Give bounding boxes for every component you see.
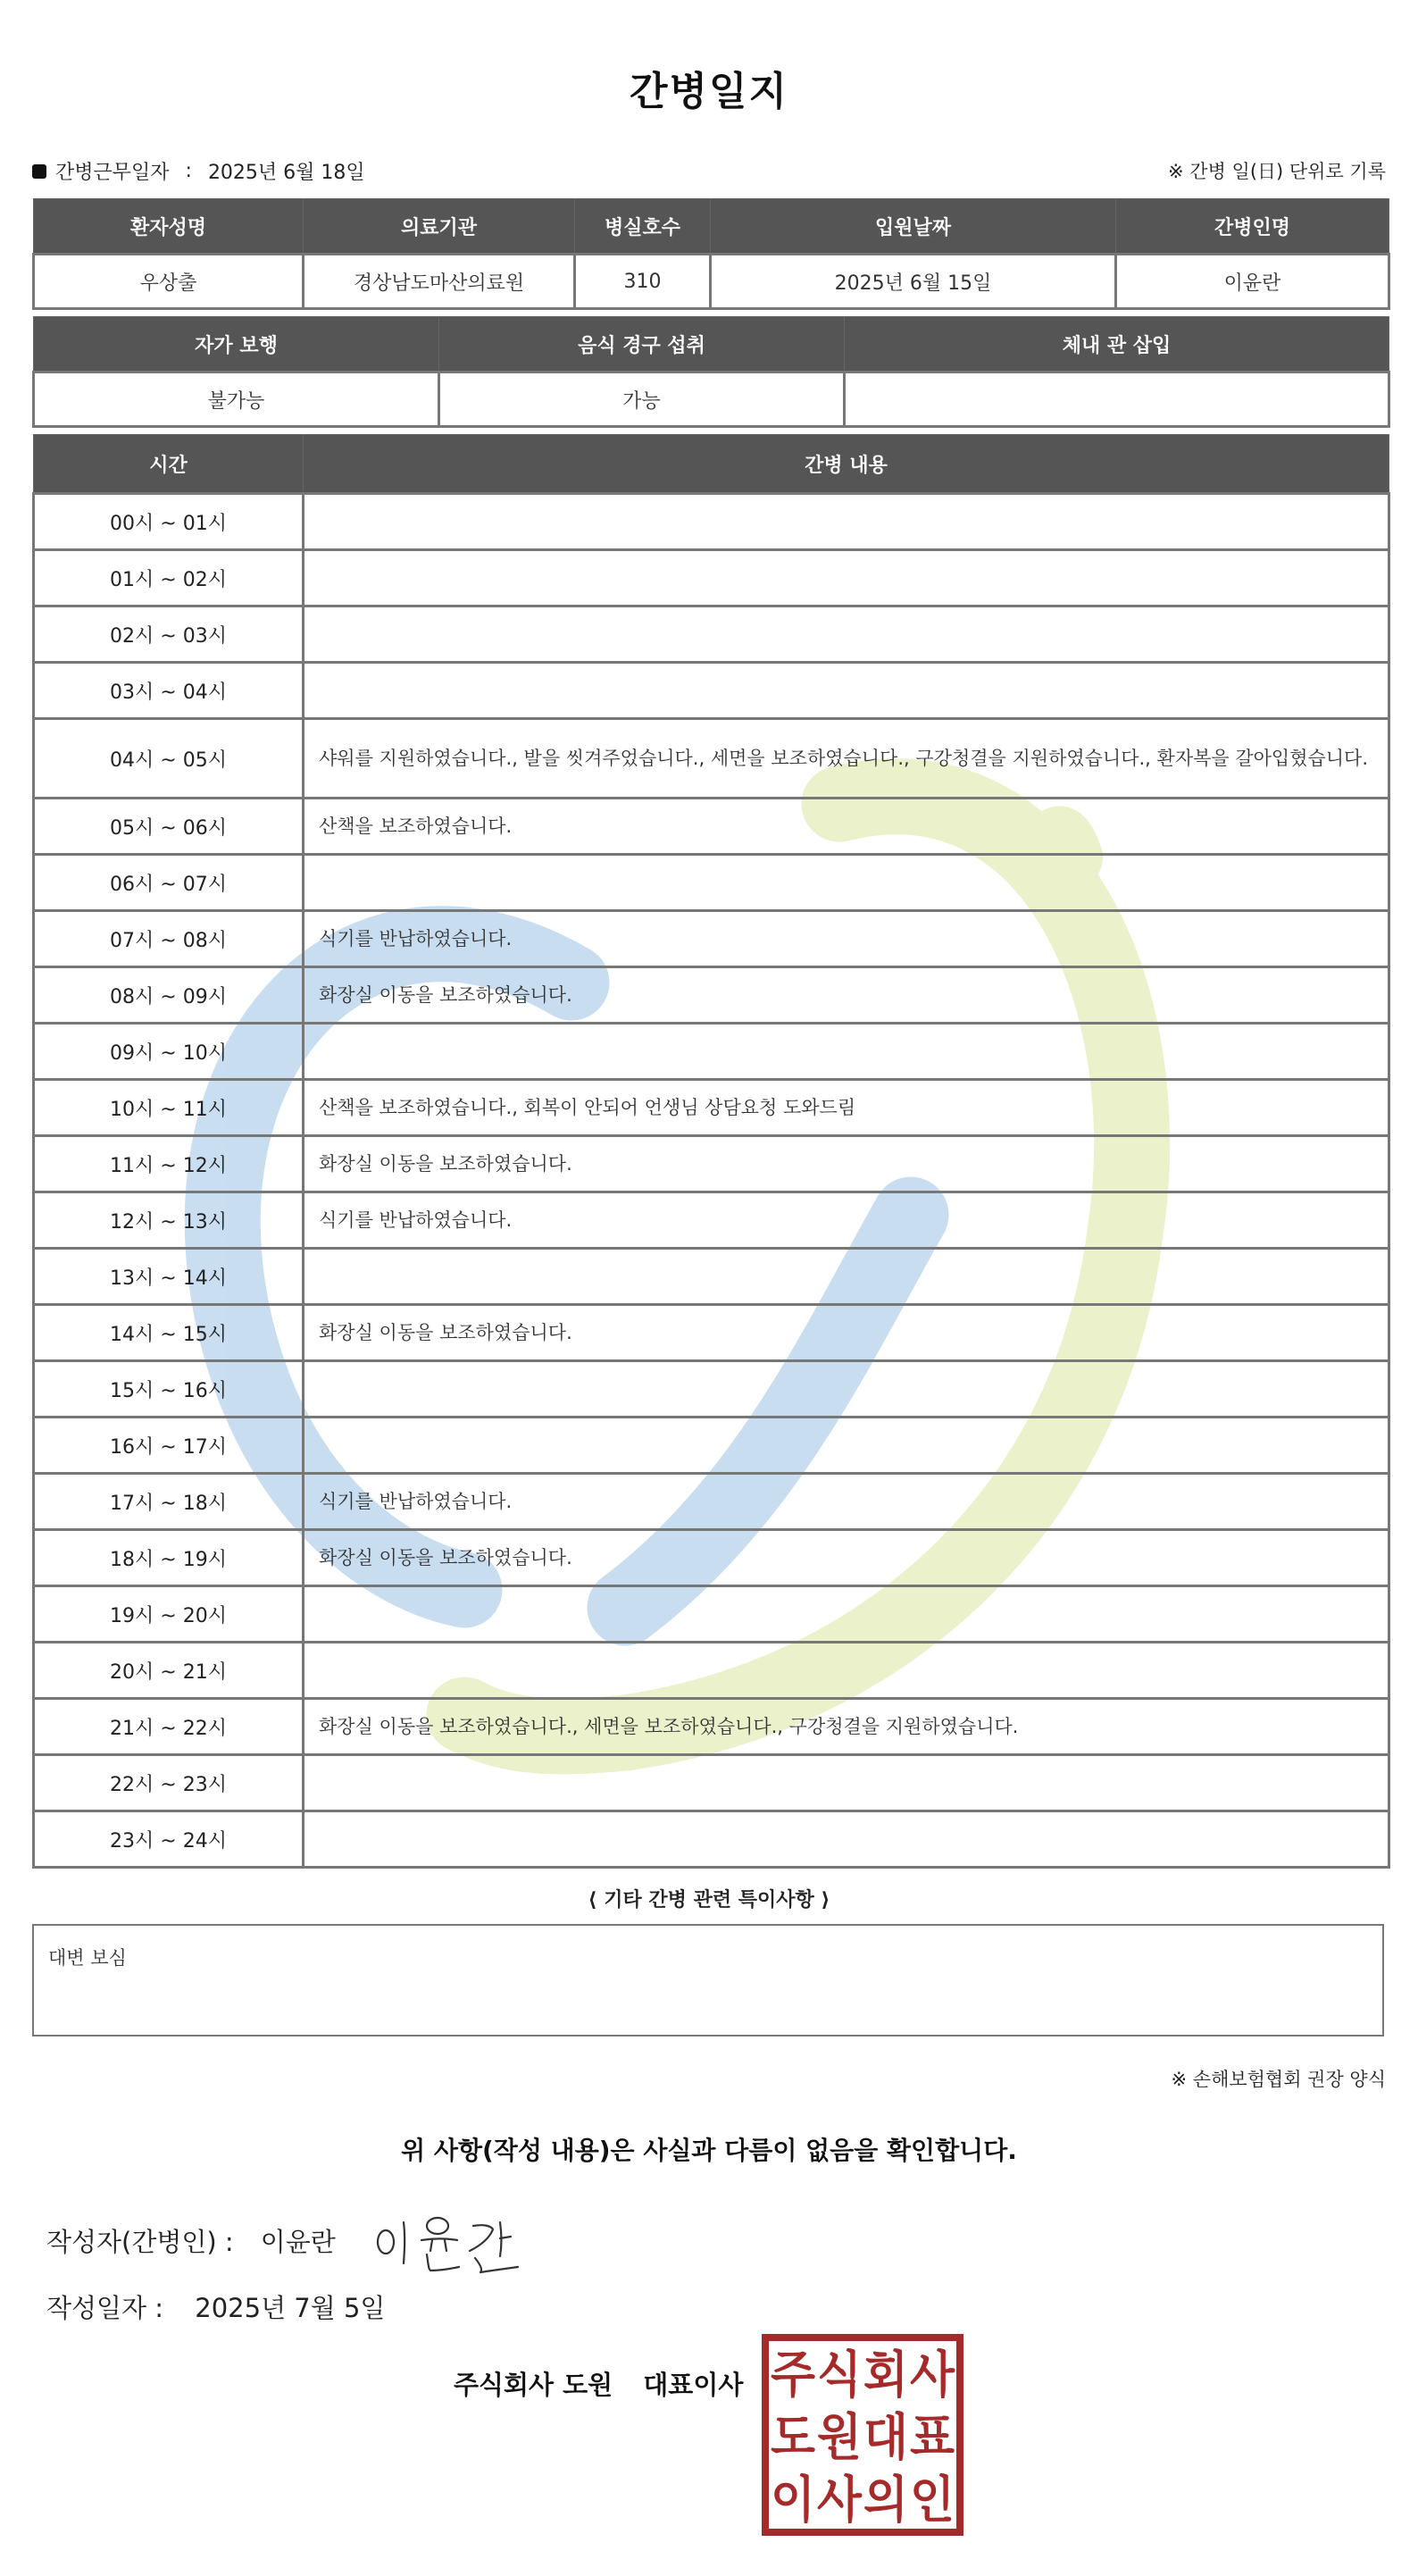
care-log-row (34, 1305, 1389, 1361)
special-notes-title: ⟨ 기타 간병 관련 특이사항 ⟩ (588, 1889, 830, 1911)
seal-glyph: 표 (910, 2409, 955, 2467)
care-log-row (34, 606, 1389, 663)
care-log-row (34, 1643, 1389, 1699)
header-care-content: 간병 내용 (304, 435, 1389, 494)
seal-glyph: 원 (817, 2409, 862, 2467)
care-log-time: 16시 ~ 17시 (34, 1418, 304, 1474)
work-date-row (32, 157, 365, 185)
care-log-content (304, 494, 1389, 550)
header-caregiver-name: 간병인명 (1116, 199, 1389, 255)
patient-info-header-row (34, 199, 1389, 255)
care-log-row (34, 663, 1389, 719)
work-date-label: 간병근무일자 (55, 162, 170, 184)
patient-info-value-row (34, 255, 1389, 309)
header-admission-date: 입원날짜 (711, 199, 1116, 255)
care-log-time: 21시 ~ 22시 (34, 1699, 304, 1755)
care-log-content: 화장실 이동을 보조하였습니다., 세면을 보조하였습니다., 구강청결을 지원하였습니다. (304, 1699, 1389, 1755)
seal-glyph: 회 (863, 2346, 908, 2405)
header-tube-insertion: 체내 관 삽입 (845, 317, 1389, 372)
care-log-table (32, 434, 1390, 1869)
special-notes-box (32, 1924, 1384, 2037)
care-log-row (34, 1024, 1389, 1080)
written-date-label: 작성일자 : (46, 2293, 164, 2323)
unit-note: ※ 간병 일(日) 단위로 기록 (1168, 161, 1386, 182)
status-value-row (34, 372, 1389, 427)
care-log-header-row (34, 435, 1389, 494)
company-seal-stamp (761, 2333, 964, 2537)
written-date-value: 2025년 7월 5일 (195, 2293, 386, 2323)
header-hospital: 의료기관 (304, 199, 575, 255)
patient-name-value: 우상출 (34, 255, 304, 309)
care-log-content (304, 855, 1389, 911)
care-log-content: 화장실 이동을 보조하였습니다. (304, 967, 1389, 1024)
care-log-row (34, 1586, 1389, 1643)
care-log-content: 화장실 이동을 보조하였습니다. (304, 1530, 1389, 1586)
care-log-time: 02시 ~ 03시 (34, 606, 304, 663)
care-log-time: 10시 ~ 11시 (34, 1080, 304, 1136)
care-log-row (34, 1361, 1389, 1418)
care-log-content: 식기를 반납하였습니다. (304, 1474, 1389, 1530)
care-log-time: 00시 ~ 01시 (34, 494, 304, 550)
care-log-time: 15시 ~ 16시 (34, 1361, 304, 1418)
header-room-number: 병실호수 (575, 199, 711, 255)
care-log-time: 22시 ~ 23시 (34, 1755, 304, 1811)
care-log-row (34, 550, 1389, 606)
care-log-row (34, 494, 1389, 550)
care-log-content (304, 663, 1389, 719)
admission-date-value: 2025년 6월 15일 (711, 255, 1116, 309)
room-number-value: 310 (575, 255, 711, 309)
caregiver-name-value: 이윤란 (1116, 255, 1389, 309)
care-log-time: 12시 ~ 13시 (34, 1192, 304, 1249)
company-name: 주식회사 도원 (454, 2370, 613, 2400)
care-log-time: 06시 ~ 07시 (34, 855, 304, 911)
care-log-row (34, 1755, 1389, 1811)
tube-insertion-value (845, 372, 1389, 427)
care-log-time: 03시 ~ 04시 (34, 663, 304, 719)
company-signature-line (454, 2365, 743, 2402)
seal-glyph: 도 (771, 2409, 815, 2467)
header-oral-intake: 음식 경구 섭취 (439, 317, 845, 372)
hospital-value: 경상남도마산의료원 (304, 255, 575, 309)
seal-glyph: 이 (771, 2471, 815, 2530)
care-log-row (34, 967, 1389, 1024)
care-log-time: 17시 ~ 18시 (34, 1474, 304, 1530)
patient-info-table (32, 198, 1390, 310)
care-log-content: 산책을 보조하였습니다. (304, 799, 1389, 855)
care-log-row (34, 1811, 1389, 1868)
seal-glyph: 인 (910, 2471, 955, 2530)
care-log-content (304, 1249, 1389, 1305)
care-log-row (34, 1080, 1389, 1136)
care-log-time: 23시 ~ 24시 (34, 1811, 304, 1868)
written-date-row (46, 2288, 385, 2325)
special-notes-content: 대변 보심 (48, 1947, 127, 1969)
care-log-content (304, 1418, 1389, 1474)
care-log-time: 14시 ~ 15시 (34, 1305, 304, 1361)
care-log-time: 05시 ~ 06시 (34, 799, 304, 855)
seal-glyph: 의 (863, 2471, 908, 2530)
patient-status-table (32, 316, 1390, 428)
care-log-time: 18시 ~ 19시 (34, 1530, 304, 1586)
care-log-body (34, 494, 1389, 1868)
care-log-content (304, 1024, 1389, 1080)
care-log-row (34, 1530, 1389, 1586)
care-log-content: 화장실 이동을 보조하였습니다. (304, 1136, 1389, 1192)
self-walking-value: 불가능 (34, 372, 439, 427)
seal-glyph: 대 (863, 2409, 908, 2467)
seal-glyph: 사 (910, 2346, 955, 2405)
document-title: 간병일지 (629, 69, 788, 114)
care-log-content: 화장실 이동을 보조하였습니다. (304, 1305, 1389, 1361)
care-log-time: 09시 ~ 10시 (34, 1024, 304, 1080)
care-log-row (34, 1136, 1389, 1192)
work-date-value: 2025년 6월 18일 (207, 162, 365, 184)
care-log-row (34, 1474, 1389, 1530)
header-time: 시간 (34, 435, 304, 494)
care-log-content (304, 1643, 1389, 1699)
writer-name: 이윤란 (260, 2227, 336, 2257)
care-log-time: 20시 ~ 21시 (34, 1643, 304, 1699)
care-log-time: 13시 ~ 14시 (34, 1249, 304, 1305)
status-header-row (34, 317, 1389, 372)
square-bullet-icon (32, 164, 46, 179)
care-log-row (34, 911, 1389, 967)
representative-title: 대표이사 (643, 2370, 744, 2400)
care-log-content: 샤워를 지원하였습니다., 발을 씻겨주었습니다., 세면을 보조하였습니다., 구강청결을 지원하였습니다., 환자복을 갈아입혔습니다. (304, 719, 1389, 799)
care-log-time: 08시 ~ 09시 (34, 967, 304, 1024)
oral-intake-value: 가능 (439, 372, 845, 427)
care-log-content: 식기를 반납하였습니다. (304, 1192, 1389, 1249)
header-self-walking: 자가 보행 (34, 317, 439, 372)
care-log-content (304, 1586, 1389, 1643)
header-patient-name: 환자성명 (34, 199, 304, 255)
confirmation-statement: 위 사항(작성 내용)은 사실과 다름이 없음을 확인합니다. (401, 2136, 1017, 2165)
care-log-content (304, 1361, 1389, 1418)
care-log-time: 07시 ~ 08시 (34, 911, 304, 967)
care-log-time: 19시 ~ 20시 (34, 1586, 304, 1643)
care-log-row (34, 855, 1389, 911)
writer-label: 작성자(간병인) : (46, 2227, 234, 2257)
care-log-time: 11시 ~ 12시 (34, 1136, 304, 1192)
care-log-content (304, 1755, 1389, 1811)
care-log-content: 식기를 반납하였습니다. (304, 911, 1389, 967)
care-log-content (304, 1811, 1389, 1868)
care-log-row (34, 719, 1389, 799)
care-log-content: 산책을 보조하였습니다., 회복이 안되어 언생님 상담요청 도와드림 (304, 1080, 1389, 1136)
seal-glyph: 주 (771, 2346, 815, 2405)
care-log-content (304, 550, 1389, 606)
seal-glyph: 식 (817, 2346, 862, 2405)
care-log-row (34, 1192, 1389, 1249)
care-log-row (34, 799, 1389, 855)
care-log-time: 01시 ~ 02시 (34, 550, 304, 606)
writer-row (46, 2222, 336, 2259)
care-log-row (34, 1699, 1389, 1755)
handwritten-signature (366, 2206, 536, 2278)
care-log-row (34, 1418, 1389, 1474)
care-log-content (304, 606, 1389, 663)
recommend-form-note: ※ 손해보험협회 권장 양식 (1171, 2069, 1386, 2090)
care-log-row (34, 1249, 1389, 1305)
work-date-separator: : (185, 160, 192, 182)
seal-glyph: 사 (817, 2471, 863, 2530)
care-log-time: 04시 ~ 05시 (34, 719, 304, 799)
